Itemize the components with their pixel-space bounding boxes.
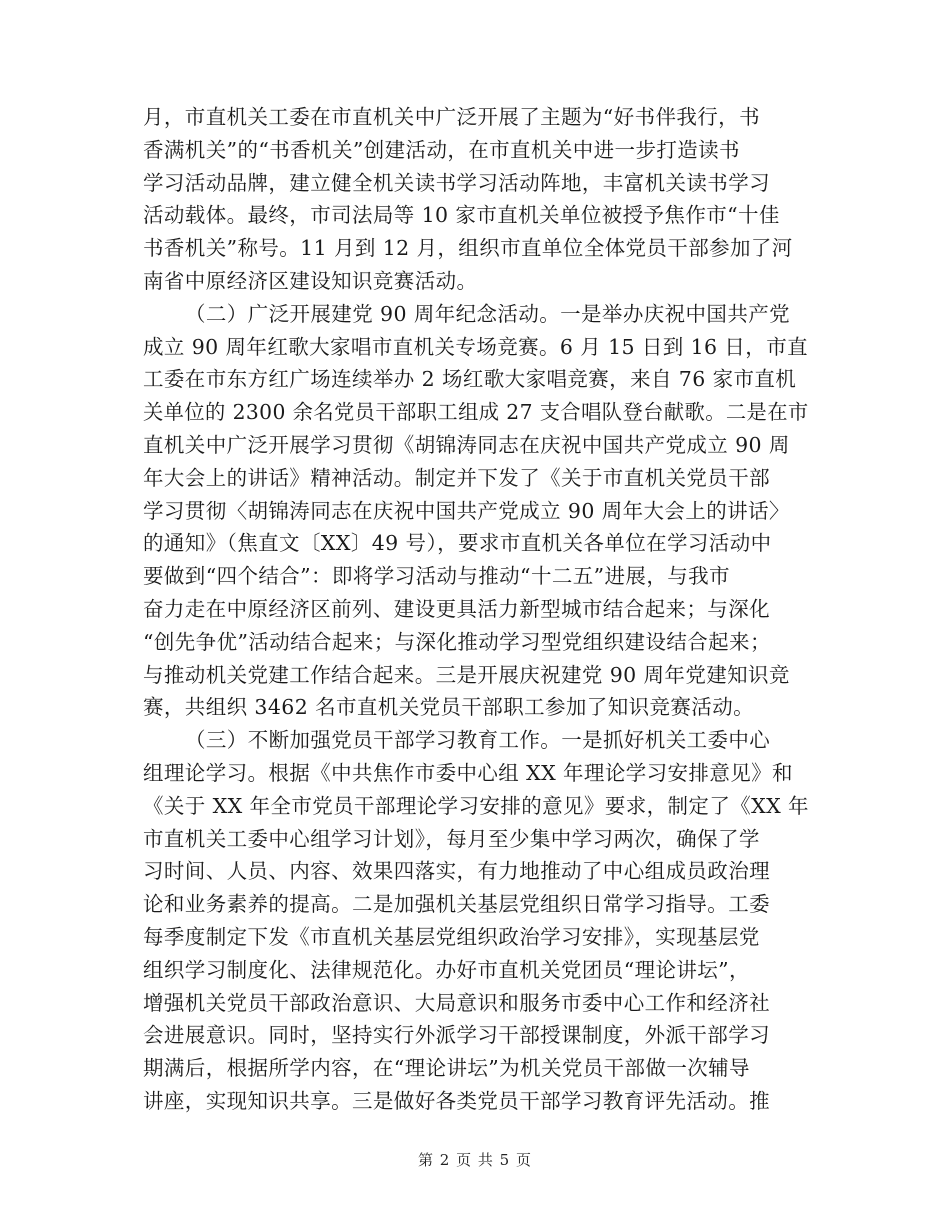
- text-line: 的通知》（焦直文〔XX〕49 号），要求市直机关各单位在学习活动中: [143, 531, 772, 556]
- text-line: 期满后，根据所学内容，在“理论讲坛”为机关党员干部做一次辅导: [143, 1056, 750, 1081]
- text-line: 月，市直机关工委在市直机关中广泛开展了主题为“好书伴我行，书: [143, 105, 760, 129]
- text-line: “创先争优”活动结合起来；与深化推动学习型党组织建设结合起来；: [143, 629, 771, 654]
- text-line: 成立 90 周年红歌大家唱市直机关专场竞赛。6 月 15 日到 16 日，市直: [143, 334, 809, 359]
- text-line: 组织学习制度化、法律规范化。办好市直机关党团员“理论讲坛”，: [143, 957, 750, 982]
- text-line: 要做到“四个结合”：即将学习活动与推动“十二五”进展，与我市: [143, 564, 730, 589]
- body-text: [143, 101, 809, 1118]
- page-footer: 第 2 页 共 5 页: [418, 1151, 532, 1169]
- paragraph-start-line: （三）不断加强党员干部学习教育工作。一是抓好机关工委中心: [185, 728, 771, 753]
- text-line: 市直机关工委中心组学习计划》，每月至少集中学习两次，确保了学: [143, 826, 760, 851]
- text-line: 南省中原经济区建设知识竞赛活动。: [143, 268, 478, 293]
- text-line: 讲座，实现知识共享。三是做好各类党员干部学习教育评先活动。推: [143, 1088, 770, 1113]
- text-line: 论和业务素养的提高。二是加强机关基层党组织日常学习指导。工委: [143, 892, 770, 917]
- text-line: 学习活动品牌，建立健全机关读书学习活动阵地，丰富机关读书学习: [143, 170, 770, 195]
- text-line: 习时间、人员、内容、效果四落实，有力地推动了中心组成员政治理: [143, 859, 770, 884]
- paragraph-start-line: （二）广泛开展建党 90 周年纪念活动。一是举办庆祝中国共产党: [185, 301, 791, 326]
- text-line: 奋力走在中原经济区前列、建设更具活力新型城市结合起来；与深化: [143, 596, 770, 621]
- text-line: 增强机关党员干部政治意识、大局意识和服务市委中心工作和经济社: [143, 990, 770, 1015]
- text-line: 香满机关”的“书香机关”创建活动，在市直机关中进一步打造读书: [143, 137, 740, 162]
- text-line: 与推动机关党建工作结合起来。三是开展庆祝建党 90 周年党建知识竞: [143, 662, 790, 687]
- text-line: 关单位的 2300 余名党员干部职工组成 27 支合唱队登台献歌。二是在市: [143, 400, 809, 425]
- text-line: 组理论学习。根据《中共焦作市委中心组 XX 年理论学习安排意见》和: [143, 760, 793, 785]
- text-line: 活动载体。最终，市司法局等 10 家市直机关单位被授予焦作市“十佳: [143, 203, 780, 228]
- text-line: 每季度制定下发《市直机关基层党组织政治学习安排》，实现基层党: [143, 924, 760, 949]
- text-line: 书香机关”称号。11 月到 12 月，组织市直单位全体党员干部参加了河: [143, 236, 793, 261]
- text-line: 年大会上的讲话》精神活动。制定并下发了《关于市直机关党员干部: [143, 465, 770, 490]
- text-line: 直机关中广泛开展学习贯彻《胡锦涛同志在庆祝中国共产党成立 90 周: [143, 432, 790, 457]
- text-line: 《关于 XX 年全市党员干部理论学习安排的意见》要求，制定了《XX 年: [143, 793, 809, 818]
- text-line: 赛，共组织 3462 名市直机关党员干部职工参加了知识竞赛活动。: [143, 695, 755, 720]
- text-line: 工委在市东方红广场连续举办 2 场红歌大家唱竞赛，来自 76 家市直机: [143, 367, 797, 392]
- text-line: 会进展意识。同时，坚持实行外派学习干部授课制度，外派干部学习: [143, 1023, 770, 1048]
- text-line: 学习贯彻〈胡锦涛同志在庆祝中国共产党成立 90 周年大会上的讲话〉: [143, 498, 790, 523]
